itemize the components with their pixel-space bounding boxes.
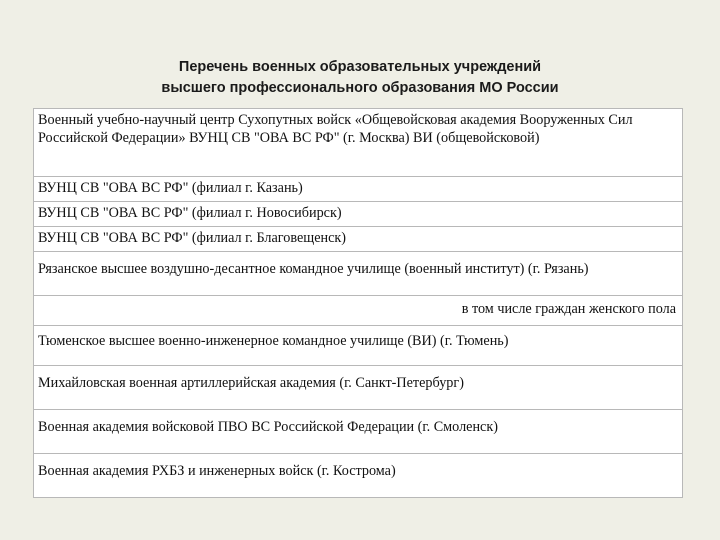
table-row: [34, 410, 683, 454]
institutions-table: [33, 108, 683, 498]
table-cell: Военная академия войсковой ПВО ВС Российской Федерации (г. Смоленск): [34, 410, 683, 454]
table-cell: ВУНЦ СВ "ОВА ВС РФ" (филиал г. Новосибирск): [34, 202, 683, 227]
table-row: [34, 326, 683, 366]
table-row: [34, 177, 683, 202]
table-cell: Военная академия РХБЗ и инженерных войск (г. Кострома): [34, 454, 683, 498]
table-cell: в том числе граждан женского пола: [34, 296, 683, 326]
page-title: [0, 57, 720, 99]
title-line-2: высшего профессионального образования МО России: [161, 80, 559, 96]
table-cell: Михайловская военная артиллерийская академия (г. Санкт-Петербург): [34, 366, 683, 410]
table-row: [34, 296, 683, 326]
table-cell: Тюменское высшее военно-инженерное командное училище (ВИ) (г. Тюмень): [34, 326, 683, 366]
table-row: [34, 252, 683, 296]
table-cell: Рязанское высшее воздушно-десантное командное училище (военный институт) (г. Рязань): [34, 252, 683, 296]
table-cell: ВУНЦ СВ "ОВА ВС РФ" (филиал г. Благовещенск): [34, 227, 683, 252]
table-cell: Военный учебно-научный центр Сухопутных войск «Общевойсковая академия Вооруженных Сил Российской Федерации» ВУНЦ СВ "ОВА ВС РФ" (г. Москва) ВИ (общевойсковой): [34, 109, 683, 177]
title-line-1: Перечень военных образовательных учреждений: [178, 59, 542, 75]
table-row: [34, 366, 683, 410]
table-row: [34, 454, 683, 498]
table-row: [34, 109, 683, 177]
table-row: [34, 227, 683, 252]
table-cell: ВУНЦ СВ "ОВА ВС РФ" (филиал г. Казань): [34, 177, 683, 202]
table-row: [34, 202, 683, 227]
